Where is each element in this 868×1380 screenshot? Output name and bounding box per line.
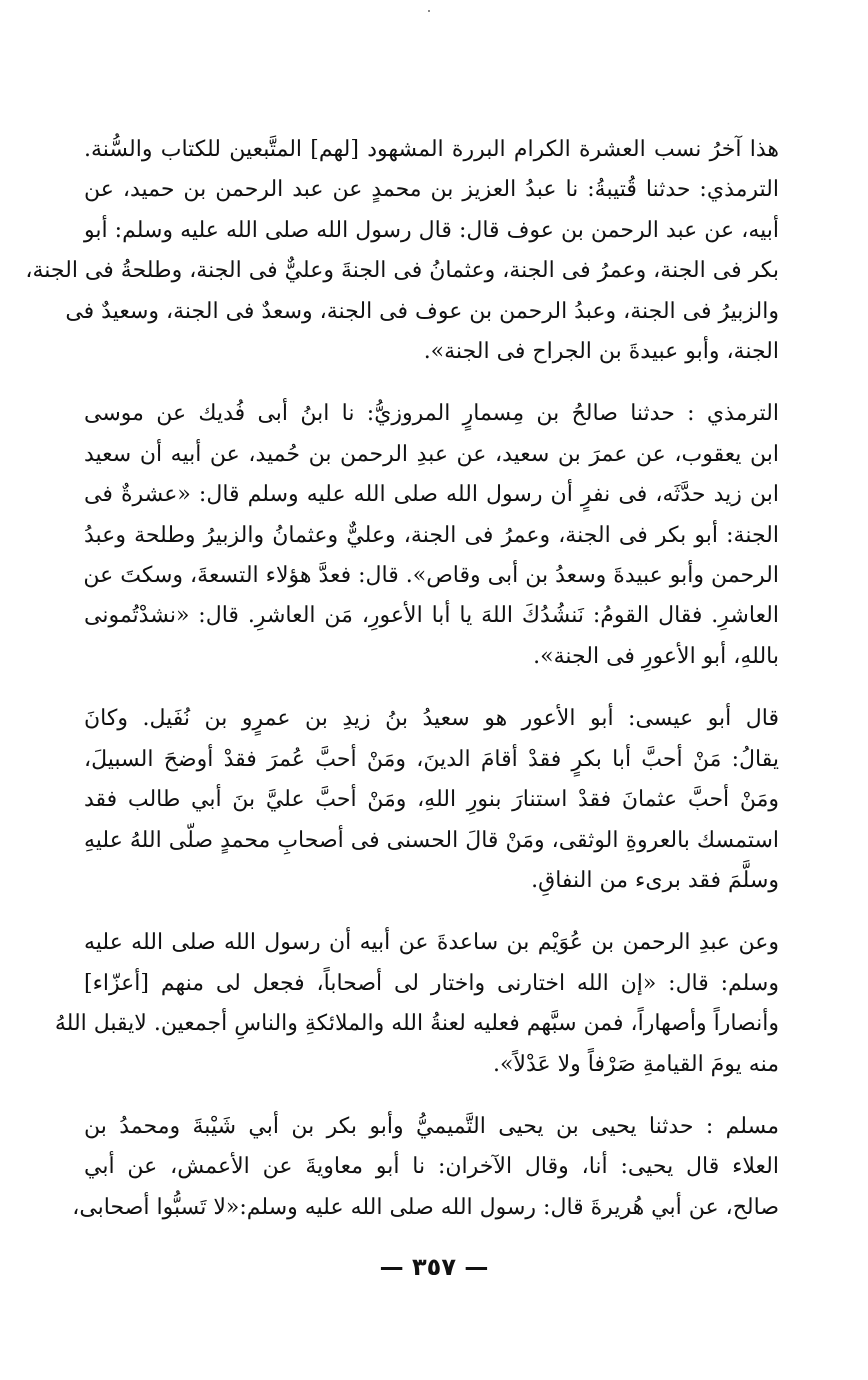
paragraph-5 <box>72 1107 809 1228</box>
text-line: استمسك بالعروةِ الوثقى، ومَنْ قالَ الحسنى فى أصحابِ محمدٍ صلّى اللهُ عليهِ <box>84 827 779 853</box>
text-line: باللهِ، أبو الأعورِ فى الجنة». <box>533 643 779 669</box>
text-line: يقالُ: مَنْ أحبَّ أبا بكرٍ فقدْ أقامَ الدينَ، ومَنْ أحبَّ عُمرَ فقدْ أوضحَ السبيلَ، <box>84 746 779 772</box>
text-line: ابن زيد حدَّثَه، فى نفرٍ أن رسول الله صلى الله عليه وسلم قال: «عشرةٌ فى <box>84 482 779 508</box>
text-line: الجنة، وأبو عبيدةَ بن الجراح فى الجنة». <box>423 339 779 365</box>
text-line: قال أبو عيسى: أبو الأعور هو سعيدُ بنُ زيدِ بن عمرٍو بن نُفَيل. وكانَ <box>84 706 779 732</box>
text-line: صالح، عن أبي هُريرةَ قال: رسول الله صلى الله عليه وسلم:«لا تَسبُّوا أصحابى، <box>72 1194 779 1220</box>
text-line: بكر فى الجنة، وعمرُ فى الجنة، وعثمانُ فى الجنةَ وعليٌّ فى الجنة، وطلحةُ فى الجنة، <box>25 258 779 284</box>
text-line: الترمذي : حدثنا صالحُ بن مِسمارٍ المروزيُّ: نا ابنُ أبى فُديك عن موسى <box>84 401 779 427</box>
text-line: مسلم : حدثنا يحيى بن يحيى التَّميميُّ وأبو بكر بن أبي شَيْبةَ ومحمدُ بن <box>84 1113 779 1139</box>
page-number: — ٣٥٧ — <box>379 1253 489 1281</box>
text-line: منه يومَ القيامةِ صَرْفاً ولا عَدْلاً». <box>492 1051 779 1077</box>
text-line: وعن عبدِ الرحمن بن عُوَيْم بن ساعدةَ عن أبيه أن رسول الله صلى الله عليه <box>84 930 779 956</box>
text-line: وسلم: قال: «إن الله اختارنى واختار لى أصحاباً، فجعل لى منهم [أعزّاء] <box>84 970 779 996</box>
paragraph-2 <box>84 394 809 677</box>
text-line: العاشرِ. فقال القومُ: نَنشُدُكَ اللهَ يا أبا الأعورِ، مَن العاشرِ. قال: «نشدْتُمونى <box>84 603 779 629</box>
paragraph-1 <box>25 130 809 372</box>
text-line: الرحمن وأبو عبيدةَ وسعدُ بن أبى وقاص». قال: فعدَّ هؤلاء التسعةَ، وسكتَ عن <box>83 563 779 589</box>
text-line: هذا آخرُ نسب العشرة الكرام البررة المشهود [لهم] المتَّبعين للكتاب والسُّنة. <box>84 137 779 162</box>
text-line: الجنة: أبو بكر فى الجنة، وعمرُ فى الجنة، وعليٌّ وعثمانُ والزبيرُ وطلحة وعبدُ <box>84 522 779 548</box>
paragraph-3 <box>84 699 809 901</box>
text-line: ابن يعقوب، عن عمرَ بن سعيد، عن عبدِ الرحمن بن حُميد، عن أبيه أن سعيد <box>84 441 779 467</box>
text-line: أبيه، عن عبد الرحمن بن عوف قال: قال رسول الله صلى الله عليه وسلم: أبو <box>84 217 779 243</box>
scan-mark <box>428 10 430 12</box>
text-line: وسلَّمَ فقد برىء من النفاقِ. <box>531 867 779 893</box>
paragraph-4 <box>54 923 809 1085</box>
page-body <box>25 130 809 1250</box>
text-line: العلاء قال يحيى: أنا، وقال الآخران: نا أبو معاويةَ عن الأعمش، عن أبي <box>84 1154 779 1180</box>
text-line: والزبيرُ فى الجنة، وعبدُ الرحمن بن عوف فى الجنة، وسعدٌ فى الجنة، وسعيدٌ فى <box>65 298 779 324</box>
text-line: الترمذي: حدثنا قُتيبةُ: نا عبدُ العزيز بن محمدٍ عن عبد الرحمن بن حميد، عن <box>84 177 779 203</box>
text-line: وأنصاراً وأصهاراً، فمن سبَّهم فعليه لعنةُ الله والملائكةِ والناسِ أجمعين. لايقبل اللهُ <box>54 1011 779 1037</box>
text-line: ومَنْ أحبَّ عثمانَ فقدْ استنارَ بنورِ اللهِ، ومَنْ أحبَّ عليَّ بنَ أبي طالب فقد <box>84 787 779 813</box>
